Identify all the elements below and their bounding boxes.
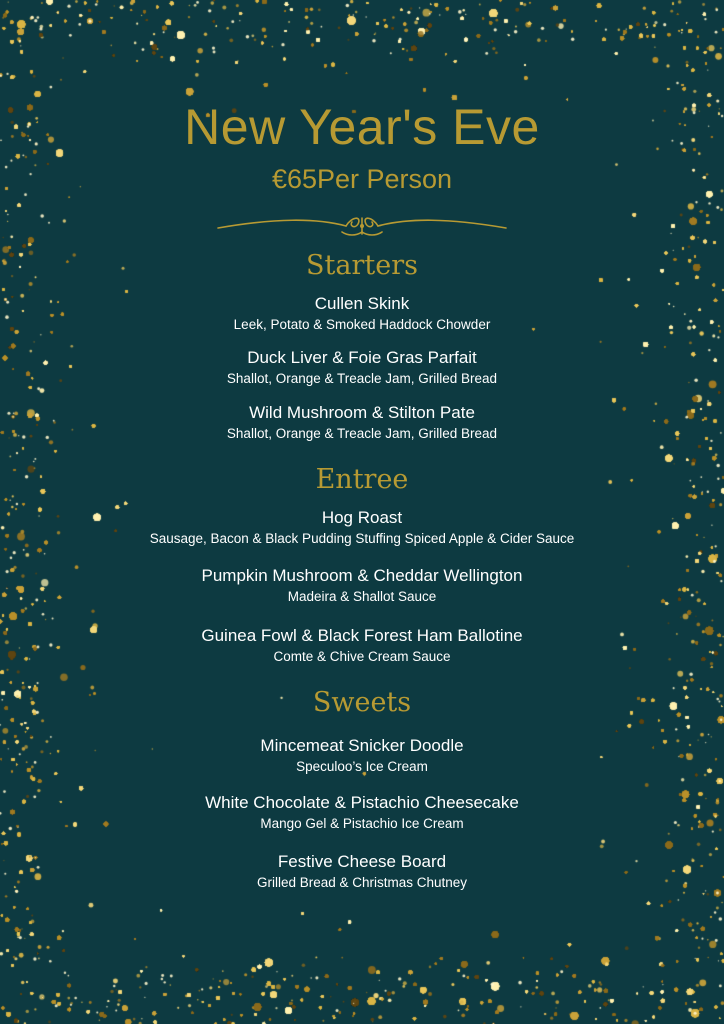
dish-item <box>0 347 724 389</box>
menu-price: €65Per Person <box>271 164 453 194</box>
menu-title: New Year's Eve <box>184 99 540 155</box>
dish-item <box>0 625 724 667</box>
dish-name: Duck Liver & Foie Gras Parfait <box>247 348 477 367</box>
dish-item <box>0 402 724 444</box>
dish-name: White Chocolate & Pistachio Cheesecake <box>205 793 519 812</box>
dish-name: Pumpkin Mushroom & Cheddar Wellington <box>201 566 523 585</box>
ornamental-divider-icon <box>216 212 508 240</box>
dish-description: Grilled Bread & Christmas Chutney <box>256 875 468 890</box>
dish-description: Leek, Potato & Smoked Haddock Chowder <box>233 317 491 332</box>
dish-description: Shallot, Orange & Treacle Jam, Grilled Bread <box>226 371 498 386</box>
section-title-entree: Entree <box>315 464 409 495</box>
dish-item <box>0 293 724 335</box>
dish-description: Speculoo’s Ice Cream <box>296 759 428 774</box>
dish-name: Festive Cheese Board <box>277 852 447 871</box>
dish-item <box>0 565 724 607</box>
dish-description: Mango Gel & Pistachio Ice Cream <box>260 816 464 831</box>
dish-name: Hog Roast <box>321 508 403 527</box>
section-title-sweets: Sweets <box>312 687 412 718</box>
dish-item <box>0 851 724 893</box>
dish-item <box>0 792 724 834</box>
dish-name: Cullen Skink <box>314 294 410 313</box>
dish-name: Wild Mushroom & Stilton Pate <box>249 403 475 422</box>
dish-item <box>0 735 724 777</box>
dish-description: Madeira & Shallot Sauce <box>287 589 437 604</box>
section-title-starters: Starters <box>306 250 418 281</box>
dish-description: Shallot, Orange & Treacle Jam, Grilled Bread <box>226 426 498 441</box>
dish-item <box>0 507 724 549</box>
dish-description: Sausage, Bacon & Black Pudding Stuffing Spiced Apple & Cider Sauce <box>149 531 575 546</box>
dish-name: Mincemeat Snicker Doodle <box>260 736 464 755</box>
dish-description: Comte & Chive Cream Sauce <box>273 649 451 664</box>
dish-name: Guinea Fowl & Black Forest Ham Ballotine <box>201 626 523 645</box>
